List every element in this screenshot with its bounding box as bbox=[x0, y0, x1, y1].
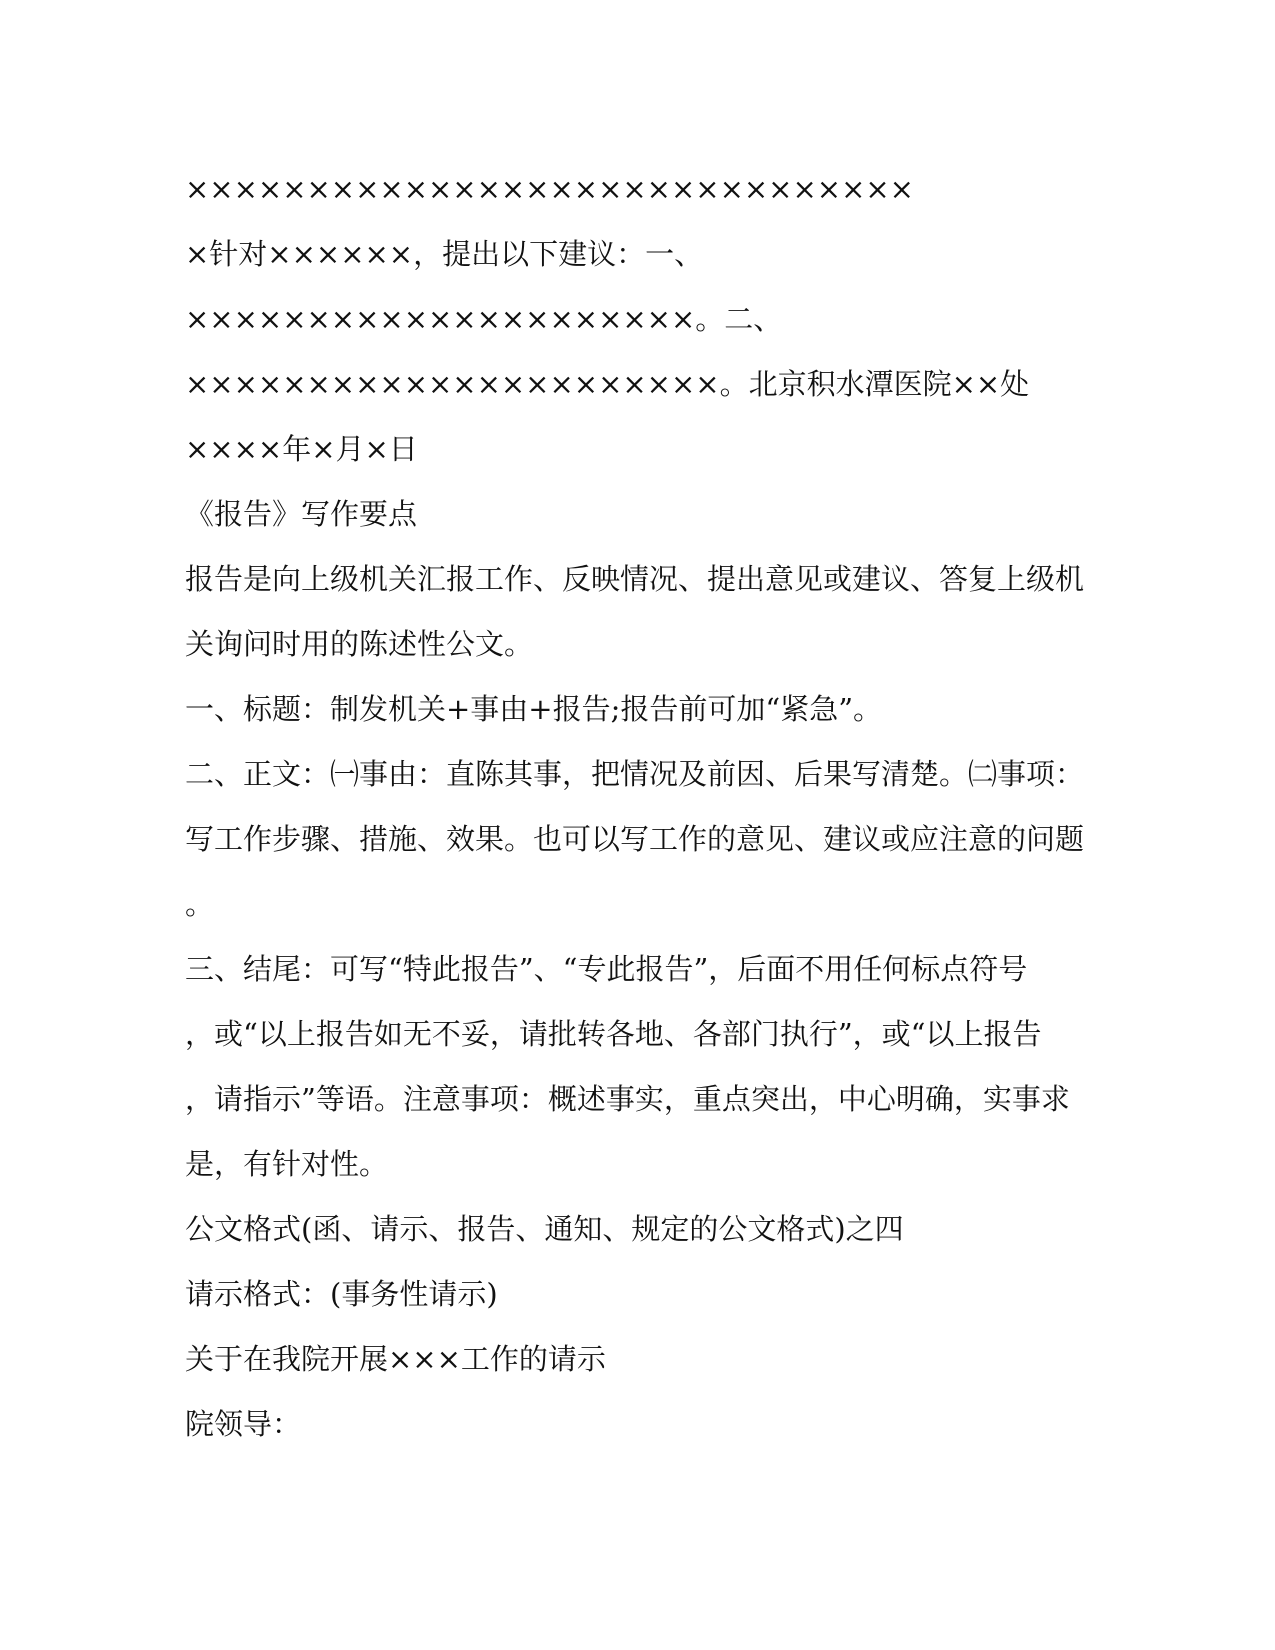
text-line: 二、正文：㈠事由：直陈其事，把情况及前因、后果写清楚。㈡事项： bbox=[185, 757, 1085, 791]
text-line: 一、标题：制发机关+事由+报告;报告前可加“紧急”。 bbox=[185, 692, 883, 726]
text-line: ×××××××××××××××××××××××××××××× bbox=[185, 172, 914, 206]
text-line: ×针对××××××，提出以下建议：一、 bbox=[185, 237, 704, 271]
document-body bbox=[185, 157, 1085, 1457]
text-line: 关询问时用的陈述性公文。 bbox=[185, 627, 534, 661]
text-line: 报告是向上级机关汇报工作、反映情况、提出意见或建议、答复上级机 bbox=[185, 562, 1085, 596]
text-line: ，请指示”等语。注意事项：概述事实，重点突出，中心明确，实事求 bbox=[185, 1082, 1070, 1116]
text-line: ×××××××××××××××××××××。二、 bbox=[185, 302, 783, 336]
text-line: 请示格式：(事务性请示) bbox=[185, 1277, 498, 1311]
text-line: 是，有针对性。 bbox=[185, 1147, 389, 1181]
text-line: ××××××××××××××××××××××。北京积水潭医院××处 bbox=[185, 367, 1030, 401]
text-line: 三、结尾：可写“特此报告”、“专此报告”，后面不用任何标点符号 bbox=[185, 952, 1028, 986]
text-line: 写工作步骤、措施、效果。也可以写工作的意见、建议或应注意的问题 bbox=[185, 822, 1085, 856]
text-line: ，或“以上报告如无不妥，请批转各地、各部门执行”，或“以上报告 bbox=[185, 1017, 1042, 1051]
section-heading: 《报告》写作要点 bbox=[185, 497, 418, 531]
section-heading: 公文格式(函、请示、报告、通知、规定的公文格式)之四 bbox=[185, 1212, 904, 1246]
document-title: 关于在我院开展×××工作的请示 bbox=[185, 1342, 606, 1376]
date-line: ××××年×月×日 bbox=[185, 432, 418, 466]
text-line: 。 bbox=[185, 887, 215, 921]
salutation: 院领导： bbox=[185, 1407, 302, 1441]
